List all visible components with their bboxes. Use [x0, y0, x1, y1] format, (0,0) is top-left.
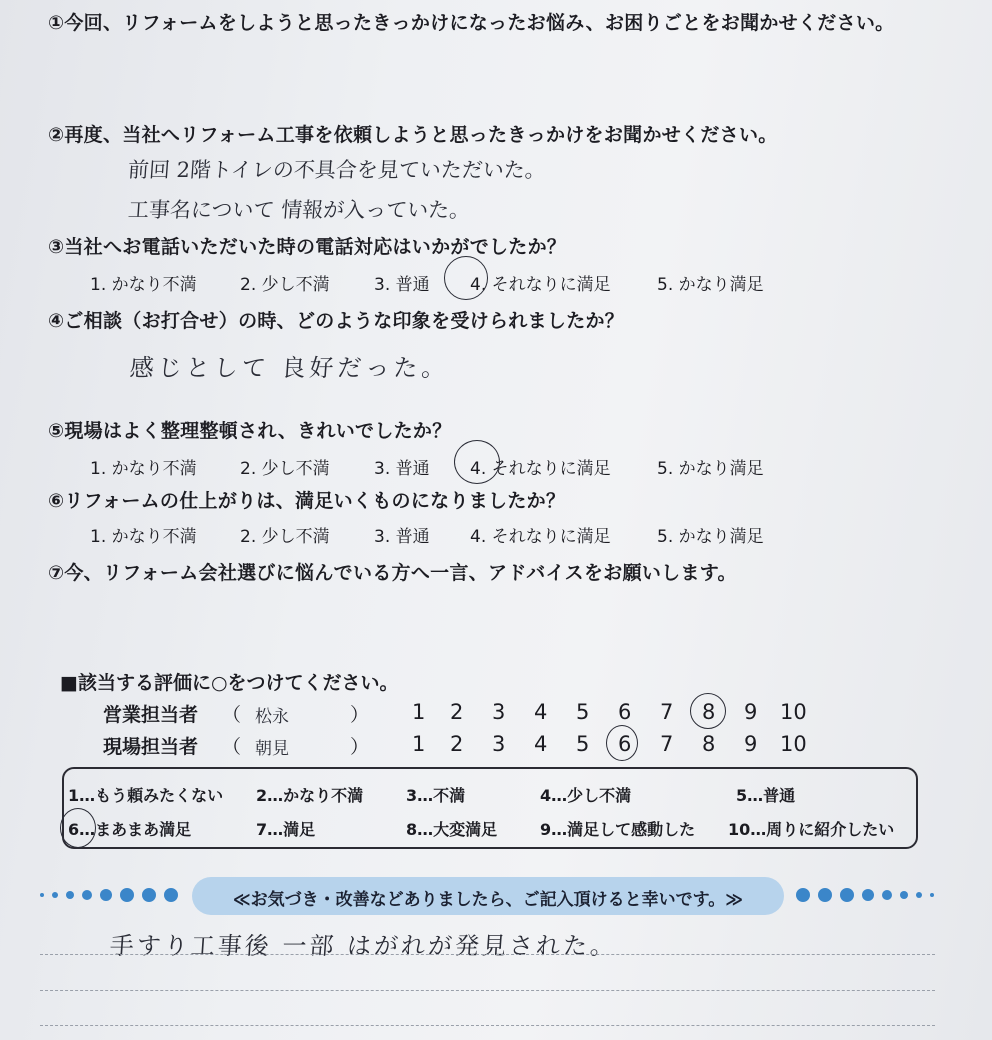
option-q5-5[interactable]: 5. かなり満足	[657, 459, 764, 479]
selected-circle-q5	[454, 440, 500, 484]
question-2: ②再度、当社へリフォーム工事を依頼しようと思ったきっかけをお聞かせください。	[48, 124, 778, 146]
legend-item-4: 4…少し不満	[540, 786, 632, 805]
sales-rep-name[interactable]: 松永	[255, 707, 289, 727]
option-q5-1[interactable]: 1. かなり不満	[90, 459, 197, 479]
site-score-5[interactable]: 5	[576, 732, 590, 756]
legend-item-7: 7…満足	[256, 820, 316, 839]
sales-rep-paren-open: （	[222, 704, 242, 726]
option-q6-5[interactable]: 5. かなり満足	[657, 527, 764, 547]
option-q3-3[interactable]: 3. 普通	[374, 275, 430, 295]
selected-circle-legend	[60, 808, 96, 848]
question-6: ⑥リフォームの仕上がりは、満足いくものになりましたか？	[48, 490, 566, 512]
sales-score-9[interactable]: 9	[744, 700, 758, 724]
rating-legend	[62, 767, 918, 849]
sales-score-3[interactable]: 3	[492, 700, 506, 724]
option-q5-2[interactable]: 2. 少し不満	[240, 459, 330, 479]
option-q3-5[interactable]: 5. かなり満足	[657, 275, 764, 295]
site-rep-paren-open: （	[222, 736, 242, 758]
writing-line-1	[40, 954, 935, 955]
feedback-banner	[192, 877, 784, 915]
selected-circle-q3	[444, 256, 488, 300]
option-q6-4[interactable]: 4. それなりに満足	[470, 527, 611, 547]
site-score-6[interactable]: 6	[618, 732, 632, 756]
sales-score-4[interactable]: 4	[534, 700, 548, 724]
legend-item-9: 9…満足して感動した	[540, 820, 696, 839]
site-score-7[interactable]: 7	[660, 732, 674, 756]
site-rep-label: 現場担当者	[103, 736, 199, 758]
sales-rep-paren-close: ）	[350, 704, 370, 726]
rating-row-sales	[0, 700, 992, 730]
site-score-9[interactable]: 9	[744, 732, 758, 756]
question-7: ⑦今、リフォーム会社選びに悩んでいる方へ一言、アドバイスをお願いします。	[48, 562, 737, 584]
selected-circle-sales	[690, 693, 726, 729]
legend-item-5: 5…普通	[736, 786, 796, 805]
site-score-10[interactable]: 10	[780, 732, 807, 756]
option-q5-4[interactable]: 4. それなりに満足	[470, 459, 611, 479]
question-1: ①今回、リフォームをしようと思ったきっかけになったお悩み、お困りごとをお聞かせください。	[48, 12, 895, 34]
selected-circle-site	[606, 725, 638, 761]
option-q3-1[interactable]: 1. かなり不満	[90, 275, 197, 295]
legend-item-10: 10…周りに紹介したい	[728, 820, 895, 839]
feedback-answer[interactable]: 手すり工事後 一部 はがれが発見された。	[108, 932, 619, 960]
option-q3-4[interactable]: 4. それなりに満足	[470, 275, 611, 295]
option-q6-2[interactable]: 2. 少し不満	[240, 527, 330, 547]
site-score-2[interactable]: 2	[450, 732, 464, 756]
site-rep-paren-close: ）	[350, 736, 370, 758]
sales-score-6[interactable]: 6	[618, 700, 632, 724]
option-q6-3[interactable]: 3. 普通	[374, 527, 430, 547]
sales-score-8[interactable]: 8	[702, 700, 716, 724]
rating-title: ■該当する評価に○をつけてください。	[60, 672, 399, 694]
answer-2-line-2[interactable]: 工事名について 情報が入っていた。	[127, 198, 472, 222]
writing-line-3	[40, 1025, 935, 1026]
question-5: ⑤現場はよく整理整頓され、きれいでしたか？	[48, 420, 452, 442]
option-q3-2[interactable]: 2. 少し不満	[240, 275, 330, 295]
rating-row-site	[0, 732, 992, 762]
legend-item-6: 6…まあまあ満足	[68, 820, 192, 839]
sales-score-10[interactable]: 10	[780, 700, 807, 724]
legend-item-1: 1…もう頼みたくない	[68, 786, 224, 805]
answer-2-line-1[interactable]: 前回 2階トイレの不具合を見ていただいた。	[127, 158, 547, 182]
legend-item-3: 3…不満	[406, 786, 466, 805]
site-score-1[interactable]: 1	[412, 732, 426, 756]
sales-rep-label: 営業担当者	[103, 704, 199, 726]
question-3: ③当社へお電話いただいた時の電話対応はいかがでしたか？	[48, 236, 567, 258]
sales-score-1[interactable]: 1	[412, 700, 426, 724]
option-q5-3[interactable]: 3. 普通	[374, 459, 430, 479]
site-rep-name[interactable]: 朝見	[255, 739, 289, 759]
option-q6-1[interactable]: 1. かなり不満	[90, 527, 197, 547]
legend-item-2: 2…かなり不満	[256, 786, 364, 805]
feedback-banner-text: ≪お気づき・改善などありましたら、ご記入頂けると幸いです。≫	[232, 890, 744, 910]
site-score-4[interactable]: 4	[534, 732, 548, 756]
sales-score-5[interactable]: 5	[576, 700, 590, 724]
legend-item-8: 8…大変満足	[406, 820, 498, 839]
site-score-8[interactable]: 8	[702, 732, 716, 756]
sales-score-2[interactable]: 2	[450, 700, 464, 724]
question-4: ④ご相談（お打合せ）の時、どのような印象を受けられましたか？	[48, 310, 625, 332]
writing-line-2	[40, 990, 935, 991]
sales-score-7[interactable]: 7	[660, 700, 674, 724]
answer-4-line-1[interactable]: 感じとして 良好だった。	[128, 354, 451, 382]
site-score-3[interactable]: 3	[492, 732, 506, 756]
